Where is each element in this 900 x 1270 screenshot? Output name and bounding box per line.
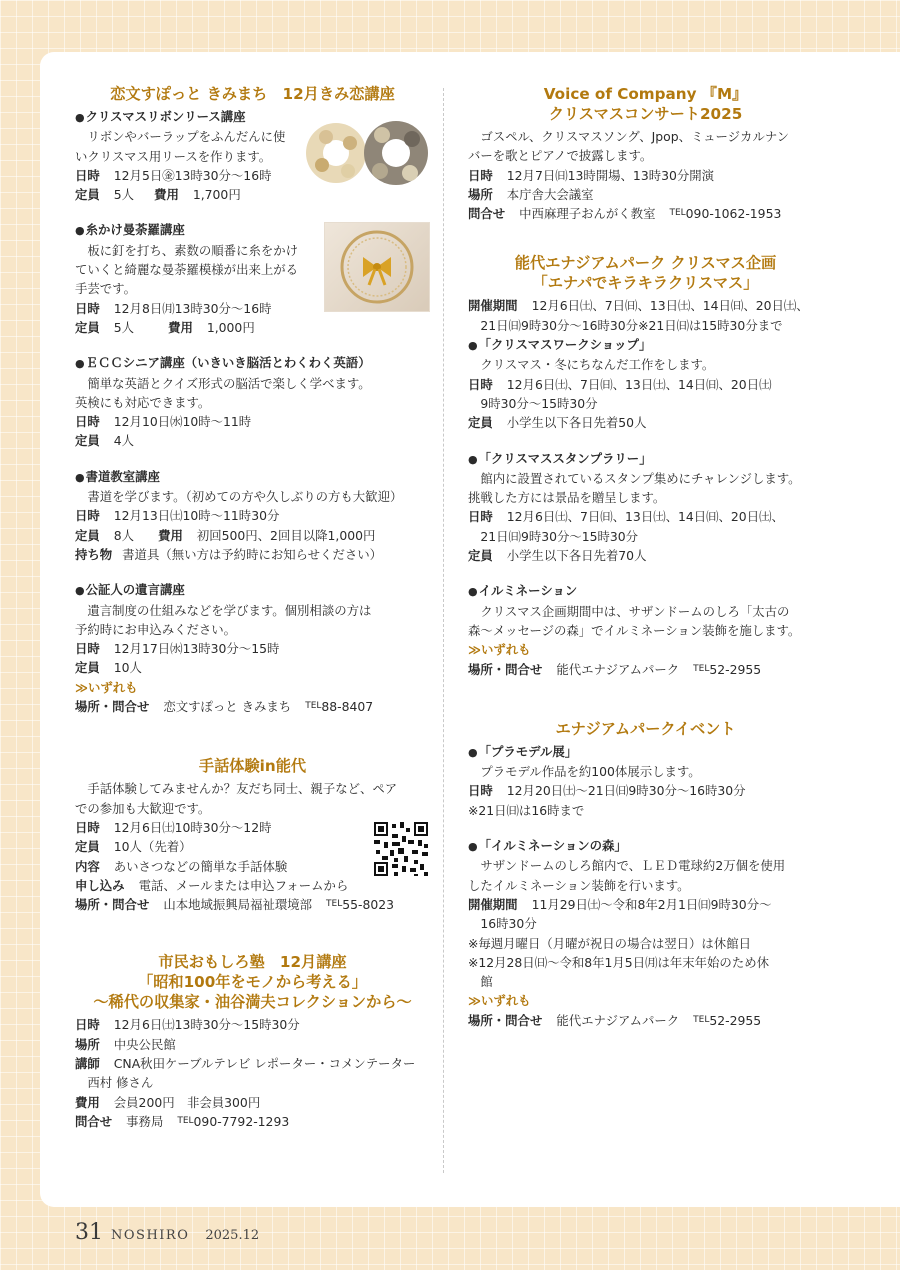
- item-name: ● 書道教室講座: [75, 467, 430, 487]
- fee-value: 初回500円、2回目以降1,000円: [196, 527, 376, 543]
- item-desc: サザンドームのしろ館内で、ＬＥＤ電球約2万個を使用: [480, 858, 786, 874]
- period-label: 開催期間: [468, 896, 518, 912]
- item-desc: リボンやバーラップをふんだんに使: [87, 129, 286, 145]
- tel-icon: TEL: [326, 899, 343, 910]
- voice-of-company-section: [468, 84, 823, 223]
- lecturer-value: CNA秋田ケーブルテレビ レポーター・コメンテーター: [113, 1055, 416, 1071]
- capacity-value: 4人: [113, 433, 135, 449]
- fee-label: 費用: [158, 527, 183, 543]
- item-desc: 板に釘を打ち、素数の順番に糸をかけ: [87, 242, 299, 258]
- tel-value: 88-8407: [321, 699, 374, 715]
- place-value: 本庁舎大会議室: [506, 186, 594, 202]
- item-name: ● 「イルミネーションの森」: [468, 836, 823, 856]
- fee-label: 費用: [168, 319, 193, 335]
- capacity-label: 定員: [75, 527, 100, 543]
- capacity-label: 定員: [75, 319, 100, 335]
- tel-icon: TEL: [693, 663, 710, 674]
- section-title: エナジアムパークイベント: [555, 719, 736, 738]
- period-value-cont: 16時30分: [480, 916, 537, 932]
- date-value: 12月10日㈬10時～11時: [113, 414, 252, 430]
- memo-cont: 館: [480, 974, 493, 990]
- date-value: 12月17日㈬13時30分～15時: [113, 641, 280, 657]
- period-value: 11月29日㈯～令和8年2月1日㈰9時30分～: [531, 896, 772, 912]
- place-label: 場所・問合せ: [75, 897, 150, 913]
- contact-value: 事務局: [126, 1113, 164, 1129]
- date-label: 日時: [75, 300, 100, 316]
- sign-language-section: [75, 756, 430, 914]
- place-value: 山本地域振興局福祉環境部: [163, 897, 313, 913]
- page-number: 31: [75, 1220, 103, 1245]
- page-footer: [75, 1220, 259, 1245]
- capacity-label: 定員: [75, 433, 100, 449]
- item-desc: ていくと綺麗な曼荼羅模様が出来上がる: [75, 262, 299, 278]
- notary-item: [75, 580, 430, 677]
- section-title: 手話体験in能代: [198, 757, 307, 776]
- fee-label: 費用: [75, 1094, 100, 1110]
- item-desc: クリスマス・冬にちなんだ工作をします。: [480, 357, 715, 373]
- capacity-label: 定員: [75, 839, 100, 855]
- item-name: ● 「クリスマススタンプラリー」: [468, 449, 823, 469]
- bring-value: 書道具（無い方は予約時にお知らせください）: [122, 546, 383, 562]
- item-name: ● 「クリスマスワークショップ」: [468, 335, 823, 355]
- capacity-value: 5人: [113, 187, 135, 203]
- section-subtitle: 「昭和100年をモノから考える」: [138, 973, 367, 992]
- date-label: 日時: [75, 819, 100, 835]
- item-name: ● 「プラモデル展」: [468, 742, 823, 762]
- capacity-value: 10人: [113, 660, 142, 676]
- section-desc: での参加も大歓迎です。: [75, 800, 211, 816]
- item-name: ● クリスマスリボンリース講座: [75, 107, 430, 127]
- tel-icon: TEL: [693, 1014, 710, 1025]
- capacity-value: 小学生以下各日先着70人: [506, 548, 647, 564]
- date-value-cont: 9時30分～15時30分: [480, 395, 598, 411]
- memo: ※21日㈰は16時まで: [468, 802, 585, 818]
- place-value: 能代エナジアムパーク: [556, 1012, 680, 1028]
- date-value: 12月13日㈯10時～11時30分: [113, 508, 280, 524]
- tel-value: 52-2955: [709, 1012, 762, 1028]
- item-name: ● イルミネーション: [468, 581, 823, 601]
- item-desc: 英検にも対応できます。: [75, 394, 211, 410]
- apply-label: 申し込み: [75, 877, 125, 893]
- item-name: ● 糸かけ曼荼羅講座: [75, 220, 430, 240]
- item-desc: 森～メッセージの森」でイルミネーション装飾を施します。: [468, 622, 801, 638]
- item-name: ● ＥＣＣシニア講座（いきいき脳活とわくわく英語）: [75, 353, 430, 373]
- bring-label: 持ち物: [75, 546, 113, 562]
- date-label: 日時: [75, 508, 100, 524]
- place-label: 場所・問合せ: [75, 699, 150, 715]
- omoshiro-juku-section: [75, 952, 430, 1131]
- place-value: 恋文すぽっと きみまち: [163, 699, 292, 715]
- fee-label: 費用: [154, 187, 179, 203]
- item-desc: プラモデル作品を約100体展示します。: [480, 764, 701, 780]
- date-value: 12月7日㈰13時開場、13時30分開演: [506, 167, 715, 183]
- item-desc: 館内に設置されているスタンプ集めにチャレンジします。: [480, 470, 801, 486]
- mandala-item: [75, 220, 430, 337]
- date-value-cont: 21日㈰9時30分～15時30分: [480, 528, 639, 544]
- section-desc: 手話体験してみませんか？友だち同士、親子など、ペア: [87, 781, 398, 797]
- kimikoi-section: [75, 84, 430, 716]
- date-label: 日時: [468, 783, 493, 799]
- ecc-item: [75, 353, 430, 450]
- date-value: 12月6日㈯10時30分～12時: [113, 819, 272, 835]
- item-desc: 手芸です。: [75, 281, 136, 297]
- memo: ※12月28日㈰～令和8年1月5日㈪は年末年始のため休: [468, 954, 769, 970]
- content-label: 内容: [75, 858, 100, 874]
- date-label: 日時: [75, 641, 100, 657]
- item-desc: 書道を学びます。（初めての方や久しぶりの方も大歓迎）: [87, 489, 403, 505]
- section-subtitle: クリスマスコンサート2025: [548, 105, 743, 123]
- lecturer-label: 講師: [75, 1055, 100, 1071]
- place-label: 場所: [468, 186, 493, 202]
- date-label: 日時: [468, 167, 493, 183]
- tel-icon: TEL: [177, 1115, 194, 1126]
- tel-value: 55-8023: [342, 897, 395, 913]
- lecturer-name: 西村 修さん: [87, 1075, 154, 1091]
- date-value: 12月5日㊎13時30分～16時: [113, 167, 272, 183]
- section-title: 市民おもしろ塾 12月講座: [158, 953, 347, 972]
- tel-icon: TEL: [669, 208, 686, 219]
- ribbon-wreath-photo: [302, 113, 430, 191]
- section-title: 恋文すぽっと きみまち 12月きみ恋講座: [110, 85, 395, 103]
- fee-value: 会員200円 非会員300円: [113, 1094, 261, 1110]
- date-value: 12月6日㈯13時30分～15時30分: [113, 1017, 300, 1033]
- mandala-photo: [324, 222, 430, 312]
- period-label: 開催期間: [468, 298, 518, 314]
- item-desc: 挑戦した方には景品を贈呈します。: [468, 490, 666, 506]
- calligraphy-item: [75, 467, 430, 564]
- item-desc: 簡単な英語とクイズ形式の脳活で楽しく学べます。: [87, 375, 371, 391]
- date-label: 日時: [75, 414, 100, 430]
- memo: ※毎週月曜日（月曜が祝日の場合は翌日）は休館日: [468, 935, 751, 951]
- capacity-value: 10人（先着）: [113, 839, 192, 855]
- apply-value: 電話、メールまたは申込フォームから: [138, 877, 349, 893]
- date-value: 12月6日㈯、7日㈰、13日㈯、14日㈰、20日㈯、: [506, 509, 784, 525]
- date-label: 日時: [468, 509, 493, 525]
- enagiam-park-event-section: [468, 719, 823, 1030]
- illumination-item: [468, 581, 823, 640]
- item-desc: 予約時にお申込みください。: [75, 621, 237, 637]
- content-value: あいさつなどの簡単な手話体験: [113, 858, 288, 874]
- contact-value: 中西麻理子おんがく教室: [519, 206, 656, 222]
- date-label: 日時: [75, 1017, 100, 1033]
- place-value: 中央公民館: [113, 1036, 176, 1052]
- left-column: [75, 84, 430, 1149]
- plamodel-item: [468, 742, 823, 820]
- publication-name: NOSHIRO: [111, 1228, 190, 1243]
- period-value-cont: 21日㈰9時30分～16時30分※21日㈰は15時30分まで: [480, 317, 783, 333]
- place-label: 場所・問合せ: [468, 661, 543, 677]
- date-value: 12月8日㈪13時30分～16時: [113, 300, 272, 316]
- enapa-christmas-section: [468, 253, 823, 678]
- capacity-label: 定員: [75, 660, 100, 676]
- ribbon-wreath-item: [75, 107, 430, 204]
- tel-icon: TEL: [305, 701, 322, 712]
- capacity-value: 小学生以下各日先着50人: [506, 415, 647, 431]
- issue-date: 2025.12: [205, 1228, 260, 1243]
- section-title: 能代エナジアムパーク クリスマス企画: [514, 254, 777, 273]
- section-desc: ゴスペル、クリスマスソング、Jpop、ミュージカルナン: [480, 129, 789, 144]
- qr-code[interactable]: [372, 820, 430, 878]
- section-desc: バーを歌とピアノで披露します。: [468, 148, 653, 164]
- place-value: 能代エナジアムパーク: [556, 661, 680, 677]
- fee-value: 1,700円: [192, 187, 241, 203]
- date-value: 12月20日㈯～21日㈰9時30分～16時30分: [506, 783, 746, 799]
- stamp-rally-item: [468, 449, 823, 566]
- capacity-value: 8人: [113, 527, 135, 543]
- capacity-label: 定員: [468, 415, 493, 431]
- item-desc: したイルミネーション装飾を行います。: [468, 877, 690, 893]
- date-label: 日時: [468, 376, 493, 392]
- tel-value: 52-2955: [709, 661, 762, 677]
- item-desc: 遺言制度の仕組みなどを学びます。個別相談の方は: [87, 602, 372, 618]
- note-all: ≫ いずれも: [468, 640, 823, 659]
- workshop-item: [468, 335, 823, 432]
- right-column: [468, 84, 823, 1048]
- capacity-value: 5人: [113, 319, 135, 335]
- contact-label: 問合せ: [468, 206, 506, 222]
- column-divider: [443, 88, 444, 1173]
- item-desc: いクリスマス用リースを作ります。: [75, 148, 272, 164]
- item-desc: クリスマス企画期間中は、サザンドームのしろ「太古の: [480, 603, 790, 619]
- note-all: ≫ いずれも: [75, 678, 430, 697]
- date-value: 12月6日㈯、7日㈰、13日㈯、14日㈰、20日㈯: [506, 376, 772, 392]
- place-label: 場所: [75, 1036, 100, 1052]
- contact-label: 問合せ: [75, 1113, 113, 1129]
- capacity-label: 定員: [75, 187, 100, 203]
- section-title: Voice of Company 『M』: [543, 85, 748, 103]
- date-label: 日時: [75, 167, 100, 183]
- note-all: ≫ いずれも: [468, 991, 823, 1010]
- item-name: ● 公証人の遺言講座: [75, 580, 430, 600]
- section-subtitle: ～稀代の収集家・油谷満夫コレクションから～: [93, 993, 412, 1012]
- tel-value: 090-1062-1953: [685, 206, 782, 222]
- tel-value: 090-7792-1293: [193, 1113, 290, 1129]
- section-subtitle: 「エナパでキラキラクリスマス」: [532, 274, 759, 293]
- illumination-forest-item: [468, 836, 823, 991]
- fee-value: 1,000円: [206, 319, 255, 335]
- capacity-label: 定員: [468, 548, 493, 564]
- period-value: 12月6日㈯、7日㈰、13日㈯、14日㈰、20日㈯、: [531, 298, 809, 314]
- place-label: 場所・問合せ: [468, 1012, 543, 1028]
